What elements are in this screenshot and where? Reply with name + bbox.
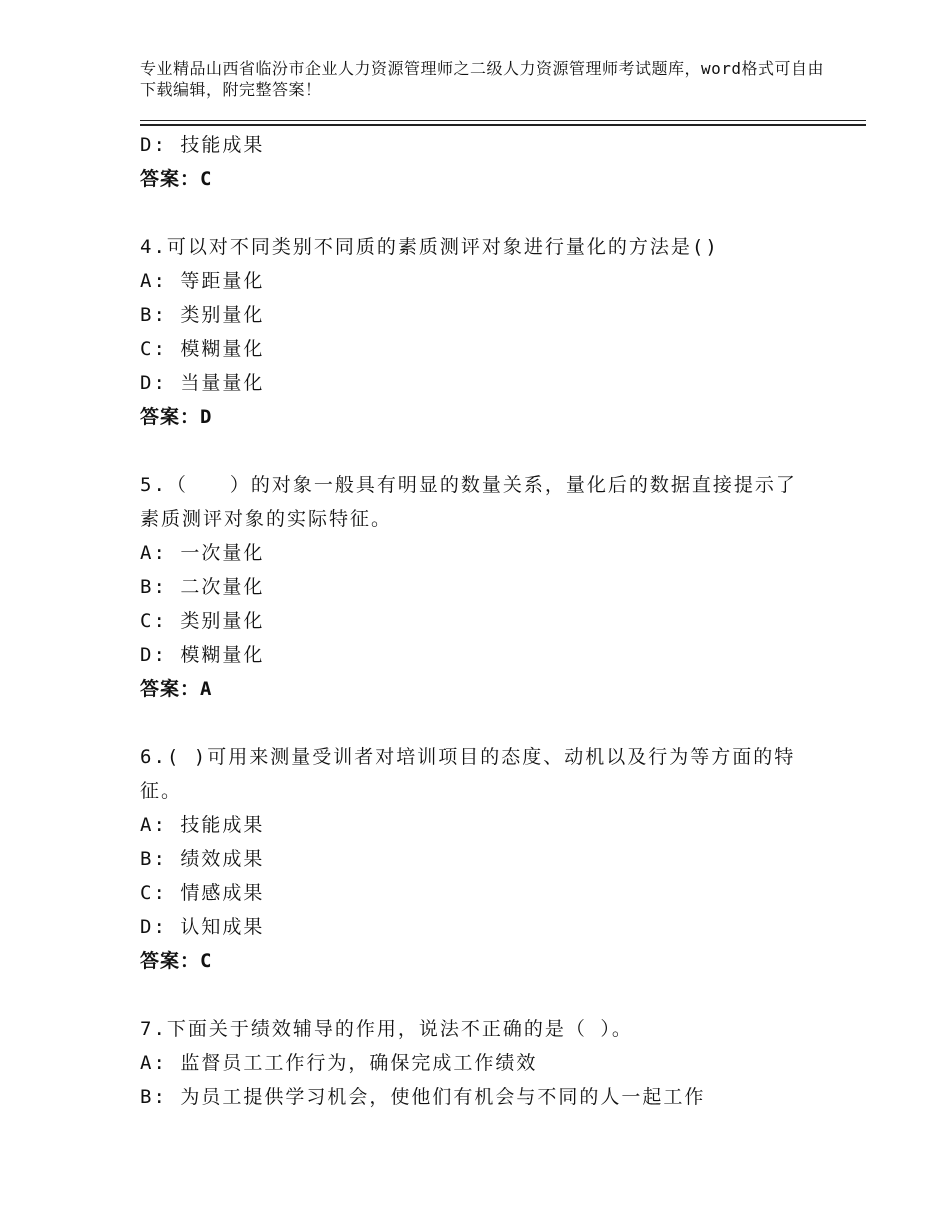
question-text: 5.（ ）的对象一般具有明显的数量关系，量化后的数据直接提示了素质测评对象的实际特征。 (140, 474, 797, 530)
option-a: A: 等距量化 (140, 270, 265, 292)
option-d: D: 技能成果 (140, 134, 265, 156)
option-c: C: 情感成果 (140, 882, 265, 904)
option-d: D: 当量量化 (140, 372, 265, 394)
option-d: D: 认知成果 (140, 916, 265, 938)
option-b: B: 绩效成果 (140, 848, 265, 870)
question-text: 4.可以对不同类别不同质的素质测评对象进行量化的方法是() (140, 236, 719, 258)
question-4 (140, 230, 820, 434)
answer: 答案：D (140, 406, 213, 428)
answer: 答案：A (140, 678, 213, 700)
document-header: 专业精品山西省临汾市企业人力资源管理师之二级人力资源管理师考试题库，word格式可自由下载编辑，附完整答案！ (140, 59, 825, 99)
document-body (140, 128, 820, 1114)
question-5 (140, 468, 820, 706)
question-6 (140, 740, 820, 978)
header-divider-thin (140, 120, 866, 121)
header-divider-thick (140, 124, 866, 126)
option-b: B: 二次量化 (140, 576, 265, 598)
option-a: A: 监督员工工作行为，确保完成工作绩效 (140, 1052, 538, 1074)
option-d: D: 模糊量化 (140, 644, 265, 666)
option-a: A: 技能成果 (140, 814, 265, 836)
option-b: B: 为员工提供学习机会，使他们有机会与不同的人一起工作 (140, 1086, 706, 1108)
option-c: C: 模糊量化 (140, 338, 265, 360)
option-a: A: 一次量化 (140, 542, 265, 564)
option-c: C: 类别量化 (140, 610, 265, 632)
question-7 (140, 1012, 820, 1114)
answer: 答案：C (140, 168, 213, 190)
question-text: 7.下面关于绩效辅导的作用，说法不正确的是（ ）。 (140, 1018, 633, 1040)
question-text: 6.( )可用来测量受训者对培训项目的态度、动机以及行为等方面的特征。 (140, 746, 796, 802)
answer: 答案：C (140, 950, 213, 972)
option-b: B: 类别量化 (140, 304, 265, 326)
